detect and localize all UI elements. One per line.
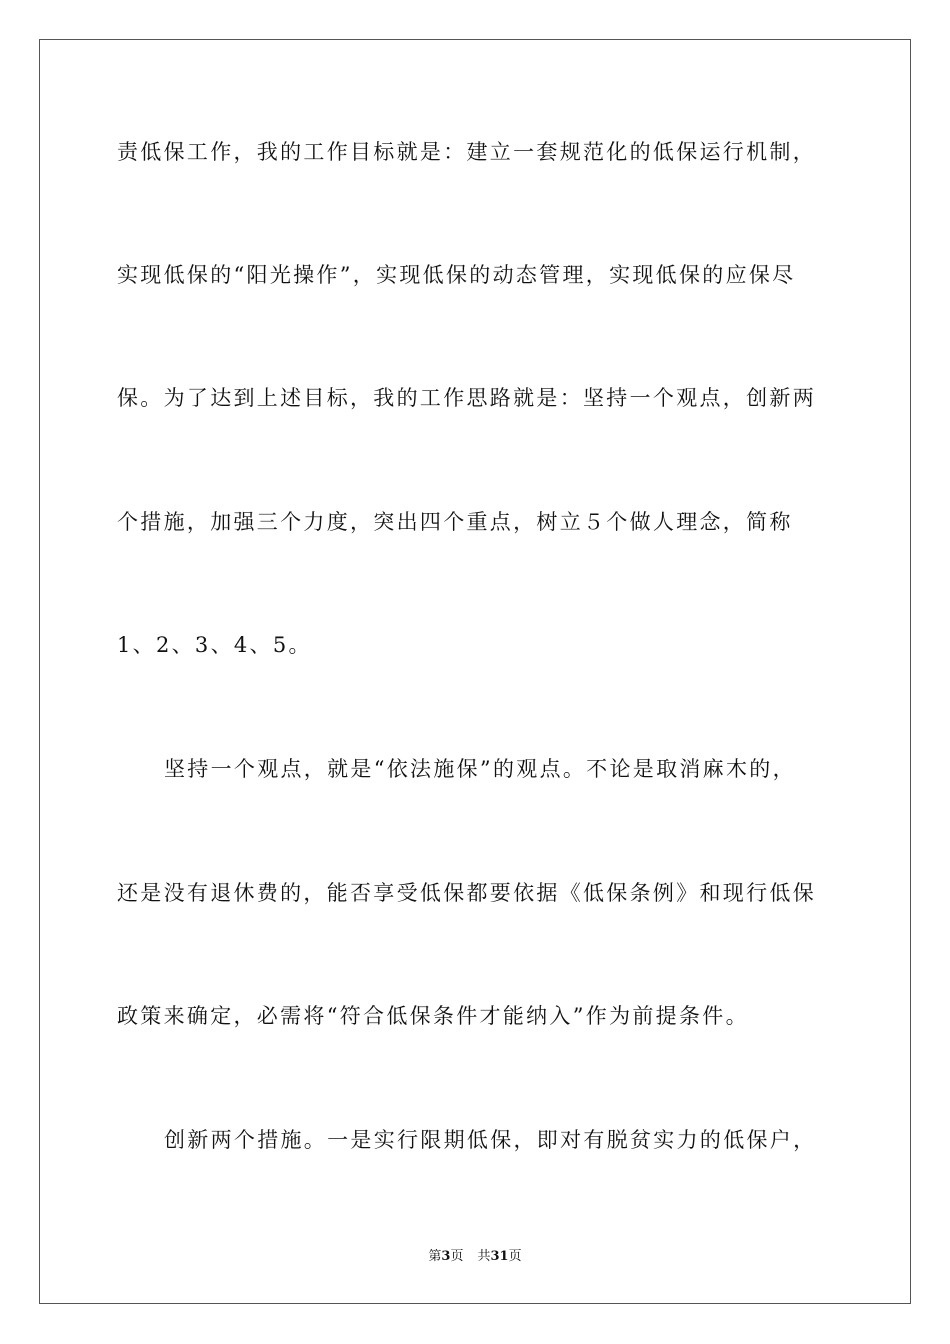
text-line: 政策来确定，必需将“符合低保条件才能纳入”作为前提条件。 <box>117 1004 749 1028</box>
page-prefix: 第 <box>428 1249 442 1264</box>
page-number: 3 <box>441 1249 451 1264</box>
text-line: 责低保工作，我的工作目标就是：建立一套规范化的低保运行机制， <box>117 140 816 164</box>
text-line: 1、2、3、4、5。 <box>117 633 312 657</box>
text-line: 实现低保的“阳光操作”，实现低保的动态管理，实现低保的应保尽 <box>117 263 796 287</box>
text-line: 保。为了达到上述目标，我的工作思路就是：坚持一个观点，创新两 <box>117 386 816 410</box>
page-border <box>39 39 911 1304</box>
paragraph-start-line: 坚持一个观点，就是“依法施保”的观点。不论是取消麻木的， <box>164 757 796 781</box>
total-suffix: 页 <box>508 1249 522 1264</box>
page-footer <box>0 1248 950 1266</box>
total-pages: 31 <box>490 1249 509 1264</box>
text-line: 个措施，加强三个力度，突出四个重点，树立５个做人理念，简称 <box>117 510 793 534</box>
paragraph-start-line: 创新两个措施。一是实行限期低保，即对有脱贫实力的低保户， <box>164 1128 817 1152</box>
text-line: 还是没有退休费的，能否享受低保都要依据《低保条例》和现行低保 <box>117 881 816 905</box>
total-prefix: 共 <box>477 1249 491 1264</box>
page-suffix: 页 <box>450 1249 464 1264</box>
